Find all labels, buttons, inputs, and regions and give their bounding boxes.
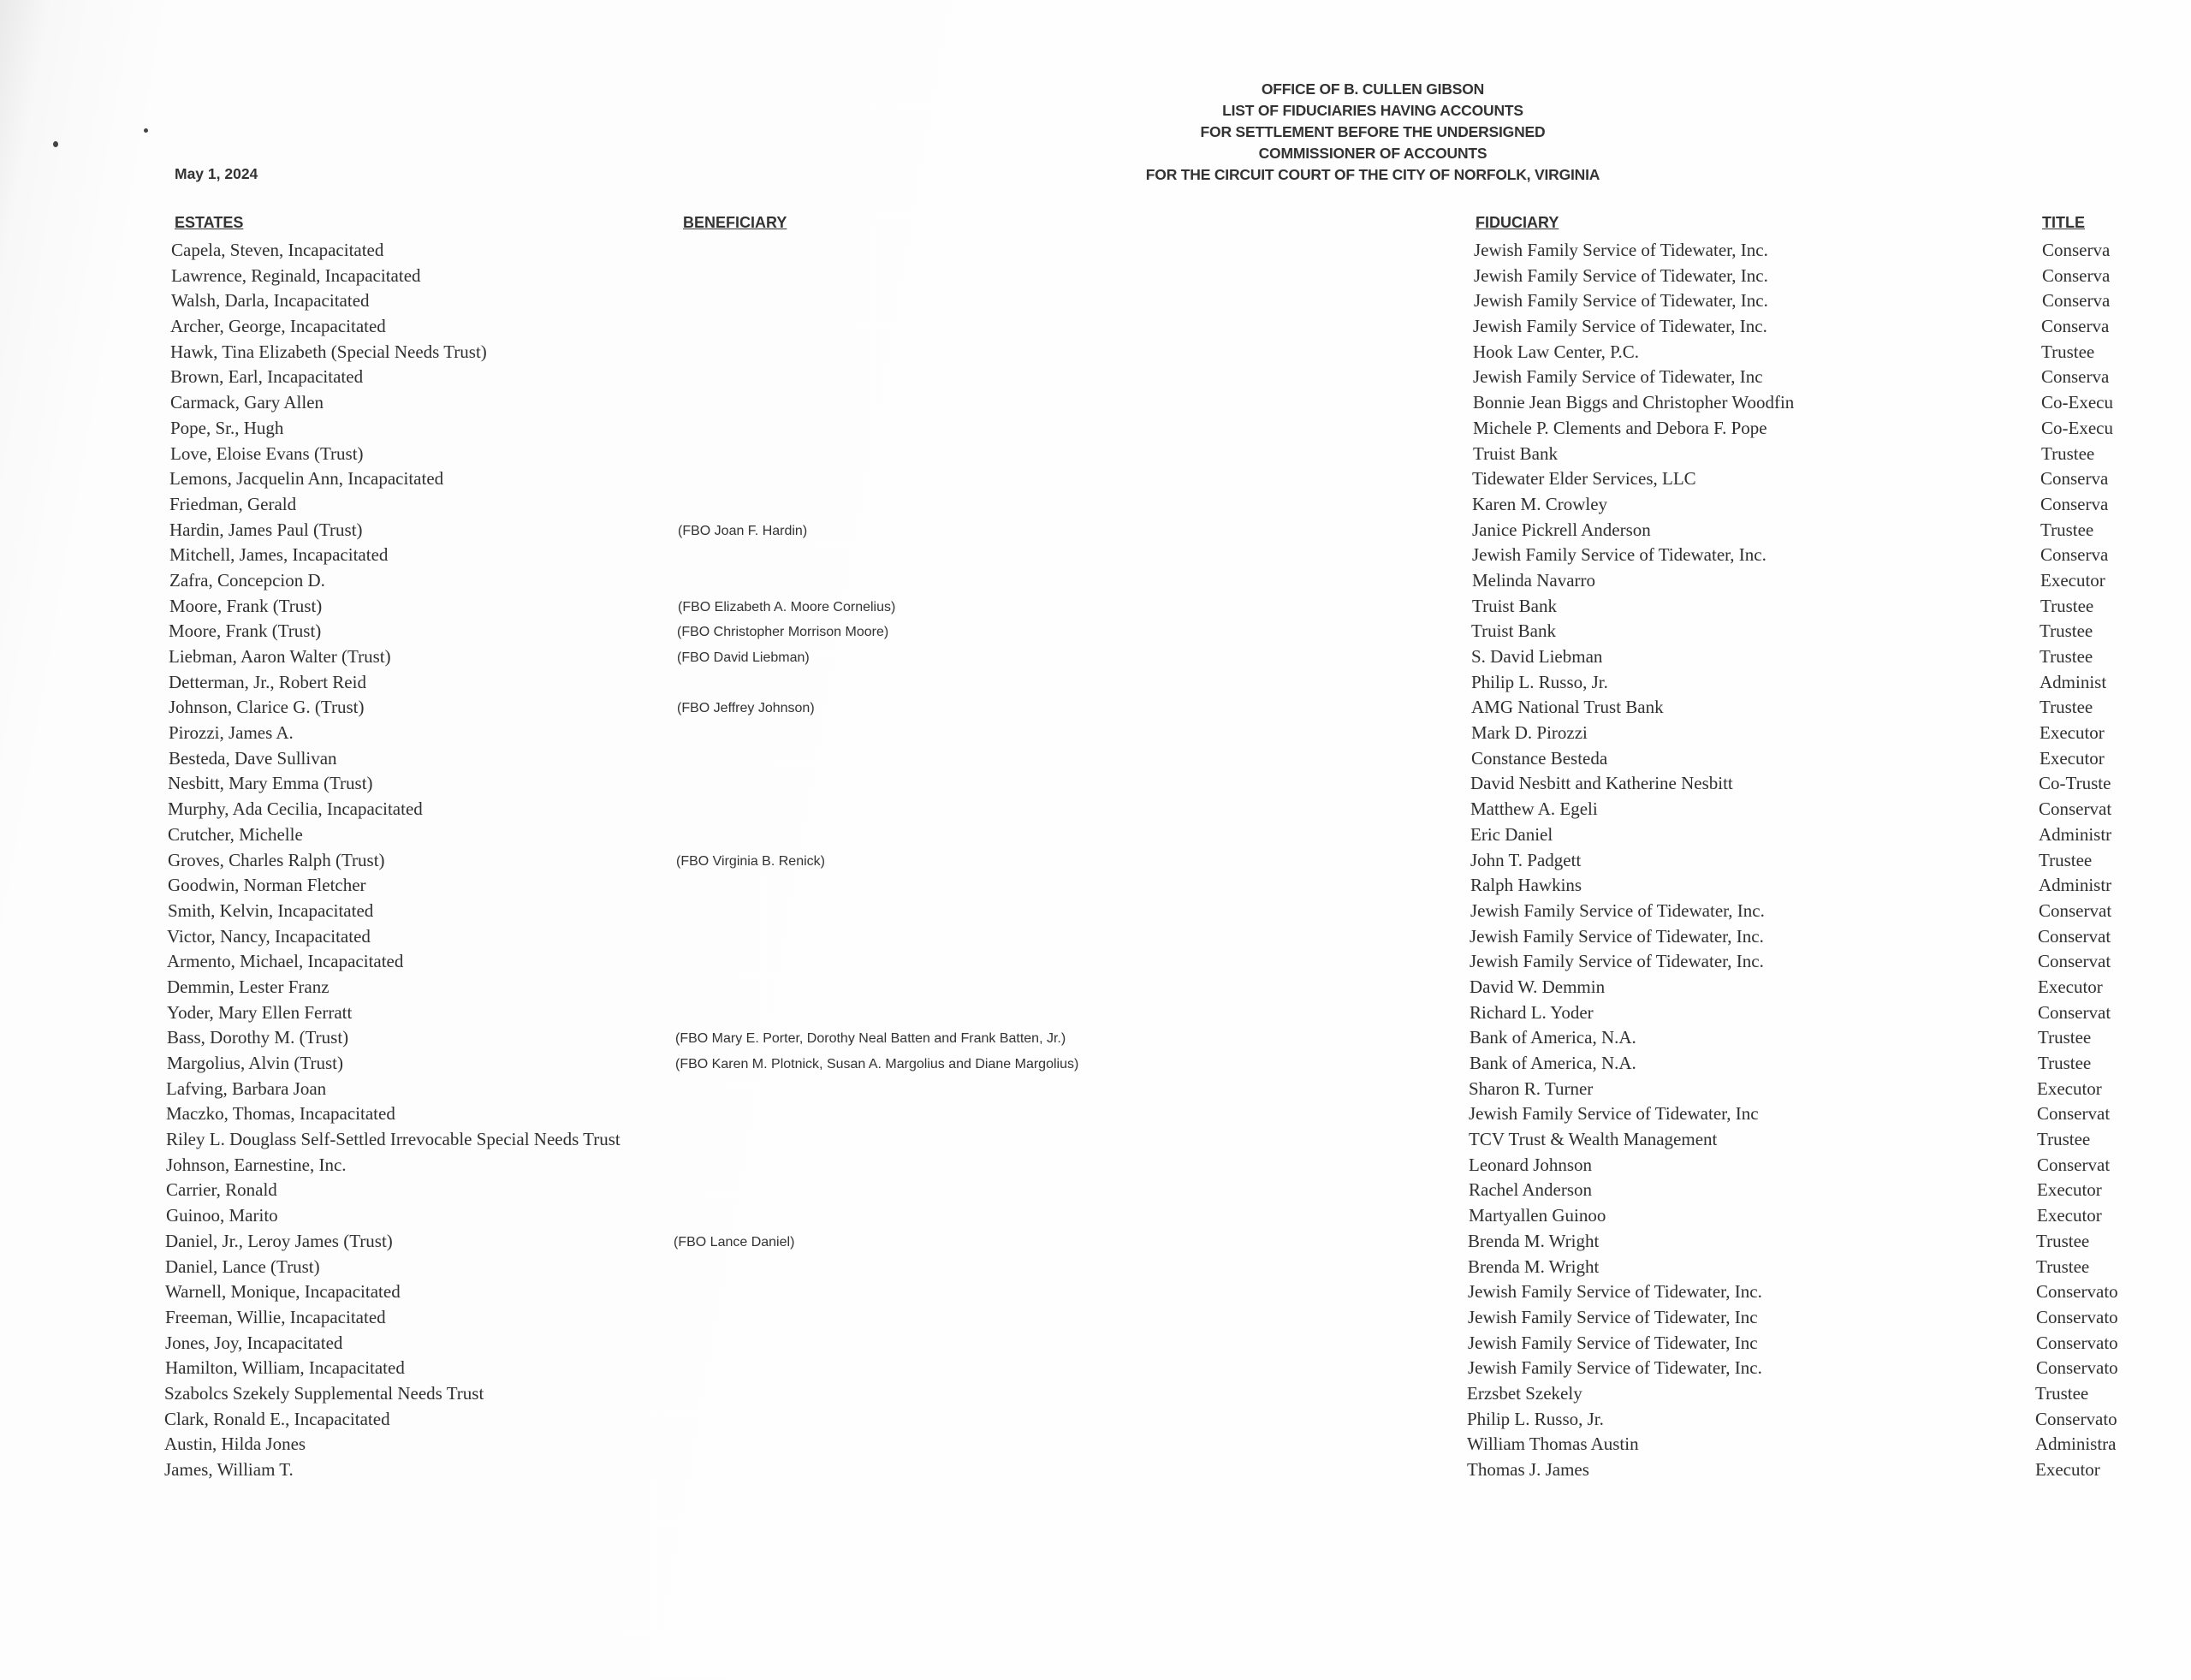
estate-cell: Yoder, Mary Ellen Ferratt (167, 1001, 353, 1023)
estate-cell: Jones, Joy, Incapacitated (165, 1332, 343, 1353)
fiduciary-cell: TCV Trust & Wealth Management (1469, 1129, 1718, 1150)
title-cell: Co-Execu (2041, 417, 2113, 438)
table-row (0, 822, 2191, 848)
table-row (0, 1203, 2191, 1229)
table-row (0, 492, 2191, 518)
fiduciary-cell: Leonard Johnson (1469, 1154, 1593, 1175)
table-row (0, 721, 2191, 746)
title-cell: Executor (2037, 1179, 2102, 1201)
title-cell: Trustee (2035, 1382, 2089, 1404)
table-row (0, 1000, 2191, 1026)
fiduciary-cell: AMG National Trust Bank (1471, 697, 1664, 718)
fiduciary-cell: Jewish Family Service of Tidewater, Inc (1468, 1306, 1758, 1327)
fiduciary-cell: Jewish Family Service of Tidewater, Inc. (1470, 899, 1765, 921)
fiduciary-cell: Matthew A. Egeli (1470, 798, 1598, 820)
fiduciary-cell: Bank of America, N.A. (1470, 1027, 1636, 1048)
estate-cell: Crutcher, Michelle (168, 823, 303, 845)
title-cell: Trustee (2039, 849, 2093, 870)
table-row (0, 568, 2191, 594)
title-cell: Conservat (2037, 1154, 2111, 1175)
beneficiary-cell: (FBO Mary E. Porter, Dorothy Neal Batten and Frank Batten, Jr.) (675, 1031, 1066, 1047)
estate-cell: Daniel, Lance (Trust) (165, 1256, 320, 1277)
estate-cell: Armento, Michael, Incapacitated (167, 951, 404, 972)
estate-cell: Daniel, Jr., Leroy James (Trust) (165, 1230, 393, 1251)
title-cell: Conservat (2038, 1001, 2111, 1023)
estate-cell: Lemons, Jacquelin Ann, Incapacitated (169, 468, 444, 490)
fiduciary-cell: Truist Bank (1473, 442, 1559, 464)
fiduciary-cell: Brenda M. Wright (1468, 1256, 1600, 1277)
beneficiary-cell: (FBO Christopher Morrison Moore) (677, 625, 889, 640)
table-row (0, 975, 2191, 1000)
title-cell: Executor (2038, 976, 2103, 997)
table-row (0, 1407, 2191, 1433)
table-row (0, 670, 2191, 696)
estate-cell: Capela, Steven, Incapacitated (171, 240, 384, 260)
fiduciary-cell: David Nesbitt and Katherine Nesbitt (1470, 773, 1733, 794)
title-cell: Co-Execu (2041, 392, 2113, 413)
table-row (0, 1381, 2191, 1407)
title-cell: Conservato (2036, 1306, 2118, 1327)
estate-cell: Hardin, James Paul (Trust) (169, 519, 363, 540)
table-row (0, 1255, 2191, 1280)
fiduciary-cell: Jewish Family Service of Tidewater, Inc. (1473, 316, 1767, 337)
fiduciary-cell: Richard L. Yoder (1470, 1001, 1594, 1023)
title-cell: Trustee (2037, 1129, 2091, 1150)
table-row (0, 543, 2191, 568)
table-row (0, 340, 2191, 365)
title-cell: Executor (2037, 1205, 2102, 1226)
title-cell: Conservat (2039, 798, 2112, 820)
fiduciary-cell: S. David Liebman (1471, 646, 1603, 667)
fiduciary-cell: Bonnie Jean Biggs and Christopher Woodfin (1473, 392, 1795, 413)
title-cell: Administ (2040, 671, 2107, 692)
beneficiary-cell: (FBO Jeffrey Johnson) (677, 701, 815, 716)
table-row (0, 695, 2191, 721)
fiduciary-cell: Ralph Hawkins (1470, 875, 1582, 896)
estate-cell: Maczko, Thomas, Incapacitated (166, 1103, 395, 1125)
table-row (0, 442, 2191, 467)
fiduciary-cell: Martyallen Guinoo (1469, 1205, 1606, 1226)
beneficiary-cell: (FBO Lance Daniel) (674, 1234, 795, 1250)
beneficiary-cell: (FBO Joan F. Hardin) (678, 523, 808, 538)
table-row (0, 644, 2191, 670)
table-row (0, 1025, 2191, 1051)
title-cell: Conservat (2039, 899, 2112, 921)
title-cell: Conserva (2042, 240, 2111, 260)
title-cell: Conserva (2041, 316, 2110, 337)
fiduciary-cell: Jewish Family Service of Tidewater, Inc. (1474, 240, 1768, 260)
fiduciary-cell: Philip L. Russo, Jr. (1471, 671, 1608, 692)
title-cell: Trustee (2040, 519, 2094, 540)
table-row (0, 899, 2191, 924)
title-cell: Conservato (2036, 1357, 2118, 1379)
title-cell: Conservato (2036, 1281, 2118, 1303)
table-row (0, 924, 2191, 950)
table-row (0, 1127, 2191, 1153)
title-cell: Executor (2040, 569, 2105, 591)
title-cell: Executor (2040, 722, 2105, 744)
estate-cell: Carrier, Ronald (166, 1179, 277, 1201)
title-cell: Trustee (2038, 1027, 2092, 1048)
estate-cell: Szabolcs Szekely Supplemental Needs Trust (164, 1382, 484, 1404)
fiduciary-cell: Truist Bank (1472, 595, 1558, 616)
scan-speck (53, 141, 58, 147)
fiduciary-cell: Mark D. Pirozzi (1471, 722, 1588, 744)
estate-cell: Hamilton, William, Incapacitated (165, 1357, 405, 1379)
title-cell: Conserva (2040, 493, 2109, 514)
title-cell: Trustee (2040, 595, 2094, 616)
estate-cell: Love, Eloise Evans (Trust) (170, 442, 364, 464)
title-cell: Conservat (2038, 925, 2111, 947)
header-line: OFFICE OF B. CULLEN GIBSON (1261, 80, 1485, 98)
estate-cell: Moore, Frank (Trust) (169, 620, 322, 642)
table-row (0, 1101, 2191, 1127)
beneficiary-cell: (FBO Virginia B. Renick) (676, 853, 825, 869)
beneficiary-cell: (FBO Karen M. Plotnick, Susan A. Margolius and Diane Margolius) (675, 1057, 1079, 1072)
fiduciary-cell: Jewish Family Service of Tidewater, Inc (1469, 1103, 1759, 1125)
title-cell: Administra (2035, 1434, 2117, 1455)
title-cell: Trustee (2041, 341, 2095, 362)
fiduciary-cell: Jewish Family Service of Tidewater, Inc. (1468, 1281, 1762, 1303)
table-row (0, 1331, 2191, 1356)
estate-cell: Walsh, Darla, Incapacitated (171, 290, 370, 312)
table-row (0, 390, 2191, 416)
title-cell: Trustee (2040, 646, 2093, 667)
fiduciary-list (0, 238, 2191, 1483)
title-cell: Conservato (2035, 1408, 2117, 1429)
table-row (0, 288, 2191, 314)
estate-cell: Riley L. Douglass Self-Settled Irrevocable Special Needs Trust (166, 1129, 620, 1150)
table-row (0, 1457, 2191, 1483)
fiduciary-cell: Erzsbet Szekely (1467, 1382, 1582, 1404)
title-cell: Conservato (2036, 1332, 2118, 1353)
title-cell: Trustee (2040, 620, 2093, 642)
fiduciary-cell: Hook Law Center, P.C. (1473, 341, 1639, 362)
estate-cell: Carmack, Gary Allen (170, 392, 324, 413)
fiduciary-cell: Rachel Anderson (1469, 1179, 1593, 1201)
estate-cell: Pope, Sr., Hugh (170, 417, 284, 438)
fiduciary-cell: Jewish Family Service of Tidewater, Inc. (1468, 1357, 1762, 1379)
estate-cell: Bass, Dorothy M. (Trust) (167, 1027, 349, 1048)
fiduciary-cell: Jewish Family Service of Tidewater, Inc. (1472, 544, 1766, 566)
title-cell: Trustee (2041, 442, 2095, 464)
table-row (0, 848, 2191, 874)
fiduciary-cell: Karen M. Crowley (1472, 493, 1608, 514)
fiduciary-cell: Sharon R. Turner (1469, 1077, 1594, 1099)
estate-cell: Detterman, Jr., Robert Reid (169, 671, 366, 692)
title-cell: Administr (2039, 875, 2112, 896)
header-line: FOR THE CIRCUIT COURT OF THE CITY OF NORFOLK, VIRGINIA (1145, 166, 1600, 183)
table-row (0, 518, 2191, 543)
fiduciary-cell: Thomas J. James (1467, 1459, 1589, 1480)
estate-cell: Lafving, Barbara Joan (166, 1077, 327, 1099)
fiduciary-cell: William Thomas Austin (1467, 1434, 1639, 1455)
fiduciary-cell: David W. Demmin (1470, 976, 1606, 997)
column-header-fiduciary: FIDUCIARY (1476, 214, 1559, 231)
fiduciary-cell: Bank of America, N.A. (1470, 1053, 1636, 1073)
estate-cell: Nesbitt, Mary Emma (Trust) (168, 773, 373, 794)
title-cell: Conserva (2040, 544, 2109, 566)
estate-cell: Freeman, Willie, Incapacitated (165, 1306, 386, 1327)
estate-cell: Liebman, Aaron Walter (Trust) (169, 646, 391, 667)
table-row (0, 264, 2191, 289)
fiduciary-cell: John T. Padgett (1470, 849, 1582, 870)
table-row (0, 771, 2191, 797)
estate-cell: Friedman, Gerald (169, 493, 297, 514)
estate-cell: Mitchell, James, Incapacitated (169, 544, 389, 566)
table-row (0, 1305, 2191, 1331)
estate-cell: Murphy, Ada Cecilia, Incapacitated (168, 798, 423, 820)
column-header-beneficiary: BENEFICIARY (683, 214, 787, 231)
fiduciary-cell: Tidewater Elder Services, LLC (1472, 468, 1696, 490)
estate-cell: Margolius, Alvin (Trust) (167, 1053, 343, 1073)
table-row (0, 1178, 2191, 1203)
fiduciary-cell: Melinda Navarro (1472, 569, 1596, 591)
estate-cell: Austin, Hilda Jones (164, 1434, 306, 1455)
scan-speck (144, 128, 148, 133)
table-row (0, 314, 2191, 340)
title-cell: Conserva (2040, 468, 2109, 490)
estate-cell: Clark, Ronald E., Incapacitated (164, 1408, 390, 1429)
table-row (0, 1432, 2191, 1457)
header-line: LIST OF FIDUCIARIES HAVING ACCOUNTS (1222, 102, 1523, 119)
estate-cell: Archer, George, Incapacitated (170, 316, 386, 337)
estate-cell: Victor, Nancy, Incapacitated (167, 925, 371, 947)
document-date: May 1, 2024 (175, 165, 258, 182)
title-cell: Administr (2039, 823, 2112, 845)
estate-cell: Goodwin, Norman Fletcher (168, 875, 366, 896)
title-cell: Conservat (2037, 1103, 2111, 1125)
estate-cell: Zafra, Concepcion D. (169, 569, 325, 591)
table-row (0, 594, 2191, 620)
estate-cell: Smith, Kelvin, Incapacitated (168, 899, 374, 921)
beneficiary-cell: (FBO David Liebman) (677, 650, 810, 665)
table-row (0, 466, 2191, 492)
title-cell: Trustee (2038, 1053, 2092, 1073)
fiduciary-cell: Eric Daniel (1470, 823, 1553, 845)
fiduciary-cell: Philip L. Russo, Jr. (1467, 1408, 1604, 1429)
header-line: COMMISSIONER OF ACCOUNTS (1258, 145, 1487, 162)
header-line: FOR SETTLEMENT BEFORE THE UNDERSIGNED (1200, 123, 1546, 140)
table-row (0, 1356, 2191, 1381)
estate-cell: Pirozzi, James A. (169, 722, 294, 744)
table-row (0, 1229, 2191, 1255)
table-row (0, 873, 2191, 899)
table-row (0, 797, 2191, 822)
title-cell: Trustee (2036, 1230, 2090, 1251)
table-row (0, 949, 2191, 975)
title-cell: Trustee (2036, 1256, 2090, 1277)
title-cell: Executor (2037, 1077, 2102, 1099)
title-cell: Conserva (2042, 264, 2111, 286)
fiduciary-cell: Jewish Family Service of Tidewater, Inc. (1474, 264, 1768, 286)
beneficiary-cell: (FBO Elizabeth A. Moore Cornelius) (678, 599, 896, 614)
fiduciary-cell: Jewish Family Service of Tidewater, Inc (1468, 1332, 1758, 1353)
table-row (0, 1153, 2191, 1178)
estate-cell: Johnson, Clarice G. (Trust) (169, 697, 365, 718)
title-cell: Co-Truste (2039, 773, 2111, 794)
column-header-estates: ESTATES (175, 214, 244, 231)
estate-cell: Johnson, Earnestine, Inc. (166, 1154, 347, 1175)
title-cell: Trustee (2040, 697, 2093, 718)
table-row (0, 1279, 2191, 1305)
document-header (1030, 79, 1715, 186)
title-cell: Executor (2035, 1459, 2100, 1480)
title-cell: Conserva (2042, 290, 2111, 312)
estate-cell: James, William T. (164, 1459, 294, 1480)
estate-cell: Brown, Earl, Incapacitated (170, 366, 364, 388)
fiduciary-cell: Truist Bank (1471, 620, 1557, 642)
table-row (0, 746, 2191, 772)
table-row (0, 238, 2191, 264)
estate-cell: Warnell, Monique, Incapacitated (165, 1281, 401, 1303)
table-row (0, 365, 2191, 390)
fiduciary-cell: Janice Pickrell Anderson (1472, 519, 1651, 540)
estate-cell: Besteda, Dave Sullivan (169, 747, 337, 769)
fiduciary-cell: Constance Besteda (1471, 747, 1608, 769)
estate-cell: Demmin, Lester Franz (167, 976, 330, 997)
estate-cell: Lawrence, Reginald, Incapacitated (171, 264, 421, 286)
title-cell: Executor (2040, 747, 2105, 769)
fiduciary-cell: Michele P. Clements and Debora F. Pope (1473, 417, 1767, 438)
title-cell: Conserva (2041, 366, 2110, 388)
table-row (0, 416, 2191, 442)
fiduciary-cell: Jewish Family Service of Tidewater, Inc. (1474, 290, 1768, 312)
fiduciary-cell: Brenda M. Wright (1468, 1230, 1600, 1251)
fiduciary-cell: Jewish Family Service of Tidewater, Inc. (1470, 925, 1764, 947)
estate-cell: Groves, Charles Ralph (Trust) (168, 849, 385, 870)
table-row (0, 1051, 2191, 1077)
fiduciary-cell: Jewish Family Service of Tidewater, Inc (1473, 366, 1763, 388)
column-header-title: TITLE (2042, 214, 2085, 231)
estate-cell: Guinoo, Marito (166, 1205, 278, 1226)
title-cell: Conservat (2038, 951, 2111, 972)
table-row (0, 619, 2191, 644)
estate-cell: Moore, Frank (Trust) (169, 595, 323, 616)
fiduciary-cell: Jewish Family Service of Tidewater, Inc. (1470, 951, 1764, 972)
table-row (0, 1077, 2191, 1102)
estate-cell: Hawk, Tina Elizabeth (Special Needs Trust) (170, 341, 487, 362)
